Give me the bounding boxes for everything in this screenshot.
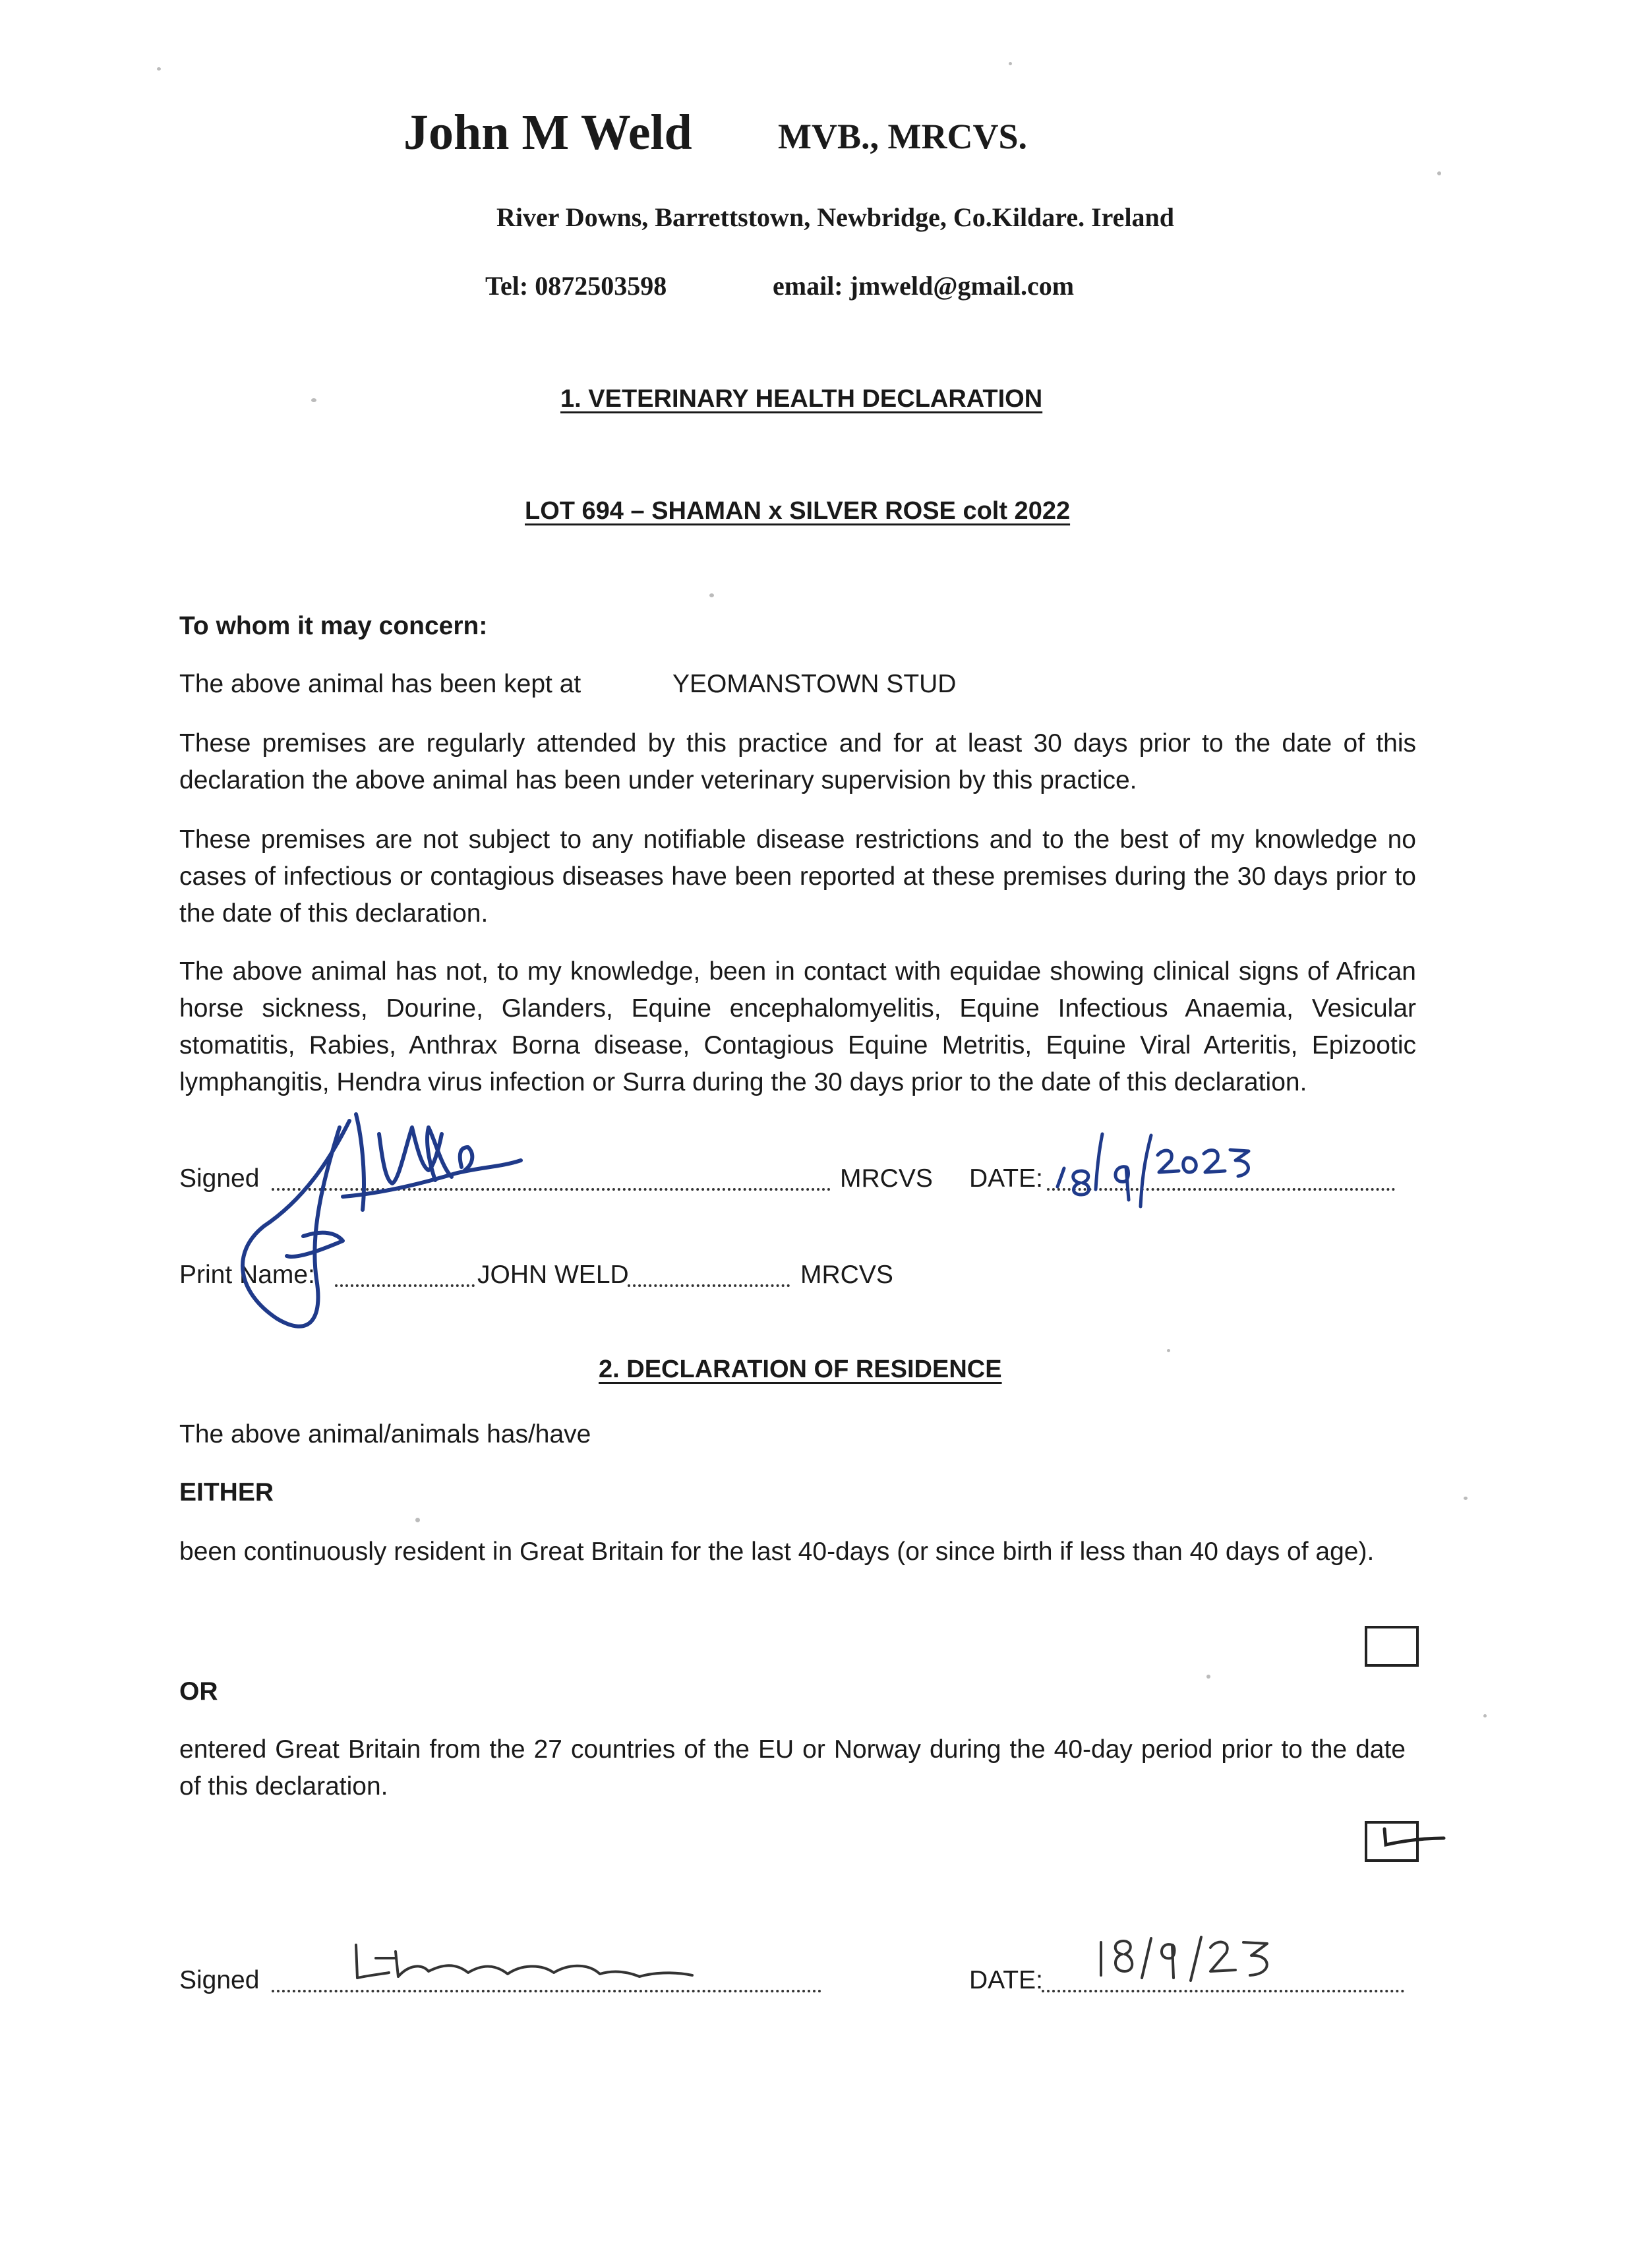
scan-speck	[1009, 62, 1012, 65]
signature-line-2	[272, 1990, 821, 1992]
scan-speck	[1167, 1349, 1170, 1352]
signed-label-2: Signed	[179, 1966, 260, 1994]
date-handwriting-2	[1094, 1932, 1292, 1991]
either-label: EITHER	[179, 1478, 274, 1507]
scan-speck	[1437, 171, 1441, 175]
paragraph-premises: These premises are not subject to any notifiable disease restrictions and to the best of my knowledge no cases of infectious or contagious diseases have been reported at these premises during the 30 days prior to the date of this declaration.	[179, 825, 1416, 928]
signed-label: Signed	[179, 1164, 260, 1193]
vet-signature-image	[224, 1068, 567, 1345]
section1-title: 1. VETERINARY HEALTH DECLARATION	[560, 385, 1043, 413]
option2-checkbox[interactable]	[1365, 1821, 1419, 1862]
date-line-2	[1042, 1990, 1404, 1992]
scan-speck	[157, 67, 161, 71]
scan-speck	[415, 1518, 420, 1522]
date-handwriting-1	[1052, 1121, 1263, 1213]
print-name-dots-left	[335, 1284, 475, 1287]
print-name-value: JOHN WELD	[477, 1261, 629, 1289]
paragraph-supervision: These premises are regularly attended by this practice and for at least 30 days prior to the date of this declaration the above animal has been under veterinary supervision by this practice.	[179, 729, 1416, 794]
signed-suffix: MRCVS	[840, 1164, 933, 1193]
scan-speck	[1483, 1714, 1487, 1717]
paragraph-diseases: The above animal has not, to my knowledge, been in contact with equidae showing clinical signs of African horse sickness, Dourine, Glanders, Equine encephalomyelitis, Equine Infectious Anaemia, Vesicular stomatitis, Rabies, Anthrax Borna disease, Contagious Equine Metritis, Equine Viral Arteritis, Epizootic lymphangitis, Hendra virus infection or Surra during the 30 days prior to the date of this declaration.	[179, 957, 1416, 1096]
vet-telephone: Tel: 0872503598	[485, 271, 667, 301]
scan-speck	[311, 398, 316, 402]
date-line	[1047, 1188, 1395, 1191]
scan-speck	[1206, 1675, 1210, 1679]
kept-at-value: YEOMANSTOWN STUD	[672, 670, 957, 698]
option1-text: been continuously resident in Great Britain for the last 40-days (or since birth if less than 40 days of age).	[179, 1537, 1375, 1566]
or-label: OR	[179, 1677, 218, 1706]
residence-intro: The above animal/animals has/have	[179, 1420, 591, 1448]
date-label: DATE:	[969, 1164, 1043, 1193]
vet-email: email: jmweld@gmail.com	[773, 271, 1075, 301]
salutation: To whom it may concern:	[179, 612, 488, 640]
kept-at-label: The above animal has been kept at	[179, 670, 581, 698]
vet-name: John M Weld	[403, 105, 692, 160]
print-name-dots-right	[628, 1284, 790, 1287]
option2-text: entered Great Britain from the 27 countries of the EU or Norway during the 40-day period prior to the date of this declaration.	[179, 1735, 1406, 1801]
vet-address: River Downs, Barrettstown, Newbridge, Co.Kildare. Ireland	[496, 202, 1175, 232]
print-name-suffix: MRCVS	[800, 1261, 893, 1289]
option1-checkbox[interactable]	[1365, 1626, 1419, 1667]
date-label-2: DATE:	[969, 1966, 1043, 1994]
scan-speck	[1464, 1497, 1468, 1500]
lot-title: LOT 694 – SHAMAN x SILVER ROSE colt 2022	[525, 497, 1071, 525]
residence-signature-image	[349, 1938, 705, 1998]
vet-qualifications: MVB., MRCVS.	[778, 117, 1027, 156]
signature-line	[272, 1188, 831, 1191]
scan-speck	[709, 593, 714, 597]
section2-title: 2. DECLARATION OF RESIDENCE	[599, 1356, 1002, 1383]
print-name-label: Print Name:	[179, 1261, 315, 1289]
